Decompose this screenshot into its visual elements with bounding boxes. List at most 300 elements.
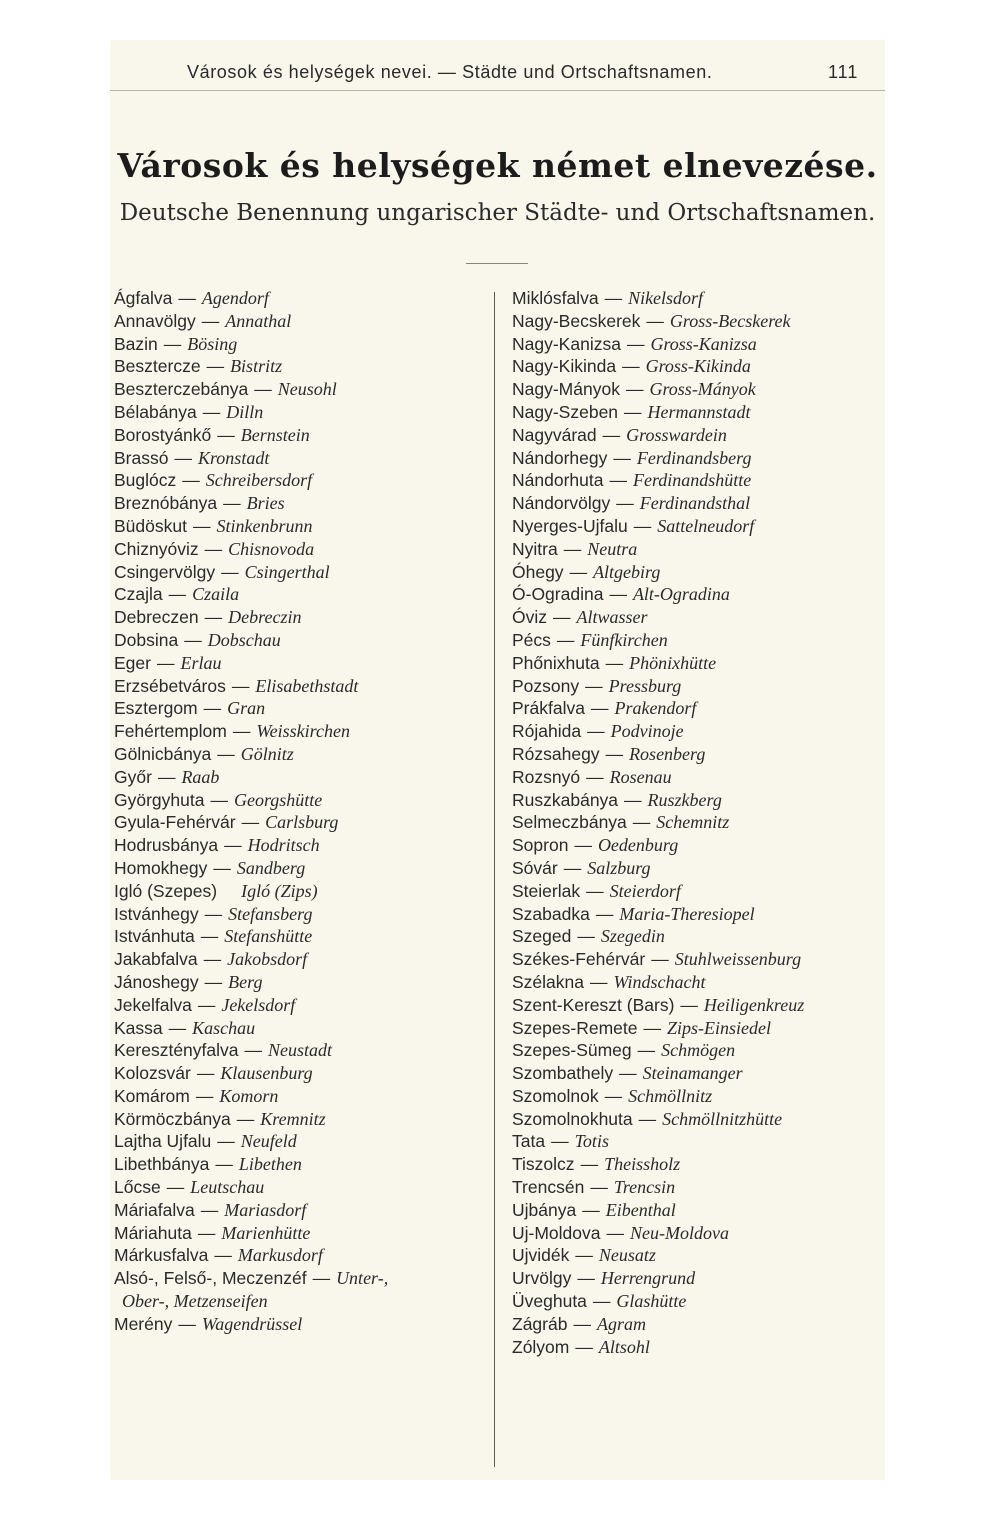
running-header — [110, 58, 885, 88]
hungarian-name: Pécs — [512, 629, 551, 650]
hungarian-name: Ágfalva — [114, 288, 173, 308]
german-name: Berg — [228, 971, 263, 992]
german-name: Rosenau — [609, 766, 672, 787]
entry-dash: — — [312, 1268, 331, 1289]
list-item — [114, 994, 488, 1017]
german-name: Kremnitz — [260, 1108, 326, 1129]
list-item — [512, 834, 882, 857]
hungarian-name: Tiszolcz — [512, 1154, 575, 1175]
entry-dash: — — [577, 926, 595, 947]
hungarian-name: Hodrusbánya — [114, 835, 219, 856]
entry-dash: — — [613, 447, 631, 468]
list-item — [114, 789, 488, 812]
hungarian-name: Borostyánkő — [114, 424, 212, 445]
hungarian-name: Nagy-Kanizsa — [512, 333, 621, 354]
list-item — [512, 766, 882, 789]
german-name: Kronstadt — [197, 447, 270, 468]
hungarian-name: Büdöskut — [114, 515, 187, 536]
german-name: Neusatz — [598, 1245, 656, 1266]
list-item — [512, 469, 882, 492]
german-name: Altwasser — [576, 607, 648, 628]
entry-dash: — — [157, 766, 176, 787]
hungarian-name: Ujbánya — [512, 1199, 577, 1220]
list-item — [512, 447, 882, 470]
hungarian-name: Szent-Kereszt (Bars) — [512, 994, 675, 1015]
list-item — [114, 1153, 488, 1176]
german-name: Altsohl — [598, 1336, 650, 1357]
entry-dash: — — [586, 880, 604, 901]
german-name: Steierdorf — [609, 880, 681, 901]
list-item — [512, 287, 882, 310]
list-item — [114, 1176, 488, 1199]
german-name: Leutschau — [190, 1177, 265, 1198]
list-item — [512, 355, 882, 378]
german-name: Fünfkirchen — [580, 629, 668, 650]
german-name: Kaschau — [192, 1017, 256, 1038]
german-name: Schreibersdorf — [205, 470, 313, 491]
german-name: Salzburg — [587, 857, 651, 878]
entry-dash: — — [604, 288, 623, 308]
german-name: Jekelsdorf — [221, 994, 296, 1015]
hungarian-name: Debreczen — [114, 607, 199, 628]
list-item — [114, 811, 488, 834]
german-name: Dobschau — [207, 629, 281, 650]
entry-dash: — — [680, 994, 698, 1015]
german-name: Neusohl — [277, 379, 337, 400]
german-name: Agram — [596, 1313, 646, 1334]
list-item — [114, 971, 488, 994]
hungarian-name: Annavölgy — [114, 310, 196, 331]
german-name: Oedenburg — [597, 835, 679, 856]
list-item — [512, 606, 882, 629]
page-subtitle: Deutsche Benennung ungarischer Städte- und Ortschaftsnamen. — [119, 200, 876, 226]
german-name: Czaila — [192, 584, 240, 605]
entry-dash: — — [553, 607, 571, 628]
hungarian-name: Györgyhuta — [114, 789, 205, 810]
list-item — [114, 538, 488, 561]
german-name: Ferdinandshütte — [632, 470, 752, 491]
entry-dash: — — [574, 835, 592, 856]
hungarian-name: Csingervölgy — [114, 561, 216, 582]
hungarian-name: Máriahuta — [114, 1222, 192, 1243]
entry-dash: — — [203, 949, 222, 970]
list-item — [512, 1199, 882, 1222]
hungarian-name: Jánoshegy — [114, 971, 199, 992]
hungarian-name: Márkusfalva — [114, 1245, 209, 1266]
entry-dash: — — [200, 926, 219, 947]
hungarian-name: Esztergom — [114, 698, 198, 719]
hungarian-name: Nyerges-Ujfalu — [512, 515, 628, 536]
list-item — [114, 834, 488, 857]
hungarian-name: Szombathely — [512, 1063, 614, 1084]
hungarian-name: Szélakna — [512, 971, 584, 992]
entry-dash: — — [587, 721, 605, 742]
list-item — [512, 333, 882, 356]
entry-dash: — — [569, 561, 588, 582]
entry-dash: — — [224, 835, 242, 856]
german-name: Markusdorf — [237, 1245, 323, 1266]
german-name: Komorn — [219, 1085, 279, 1106]
list-item — [512, 652, 882, 675]
entry-dash: — — [651, 949, 669, 970]
entry-dash: — — [551, 1131, 569, 1152]
list-item — [114, 1108, 488, 1131]
entry-dash: — — [616, 493, 634, 514]
entry-dash: — — [625, 379, 644, 400]
entry-dash: — — [206, 356, 225, 377]
german-name: Debreczin — [228, 607, 302, 628]
list-item — [114, 469, 488, 492]
german-name: Carlsburg — [265, 812, 339, 833]
list-item — [114, 287, 488, 310]
entry-dash: — — [168, 584, 187, 605]
hungarian-name: Kassa — [114, 1017, 163, 1038]
list-item — [512, 515, 882, 538]
list-item — [114, 948, 488, 971]
list-item — [114, 697, 488, 720]
hungarian-name: Üveghuta — [512, 1291, 587, 1312]
german-name: Heiligenkreuz — [703, 994, 805, 1015]
entry-dash: — — [232, 721, 251, 742]
hungarian-name: Nándorvölgy — [512, 493, 611, 514]
german-name: Gross-Becskerek — [669, 310, 791, 331]
hungarian-name: Pozsony — [512, 675, 580, 696]
german-name: Stefansberg — [228, 903, 313, 924]
entry-dash: — — [580, 1154, 599, 1175]
entry-dash: — — [586, 766, 604, 787]
german-name: Mariasdorf — [224, 1199, 307, 1220]
hungarian-name: Rózsahegy — [512, 743, 600, 764]
german-name: Gross-Kanizsa — [650, 333, 757, 354]
list-item — [114, 675, 488, 698]
german-name: Phönixhütte — [629, 652, 717, 673]
hungarian-name: Czajla — [114, 584, 163, 605]
hungarian-name: Trencsén — [512, 1177, 585, 1198]
entry-dash: — — [624, 789, 642, 810]
entry-dash: — — [241, 812, 260, 833]
german-name: Schmögen — [661, 1040, 736, 1061]
list-item — [512, 925, 882, 948]
hungarian-name: Szeged — [512, 926, 572, 947]
german-name: Neutra — [587, 538, 638, 559]
german-name: Maria-Theresiopel — [619, 903, 755, 924]
german-name: Gross-Kikinda — [645, 356, 751, 377]
german-name: Csingerthal — [244, 561, 330, 582]
list-item — [512, 561, 882, 584]
hungarian-name: Steierlak — [512, 880, 581, 901]
entry-dash: — — [196, 1063, 215, 1084]
entry-dash: — — [156, 652, 175, 673]
entry-dash: — — [605, 743, 624, 764]
german-name: Stinkenbrunn — [216, 515, 313, 536]
german-name: Steinamanger — [642, 1063, 743, 1084]
entry-dash: — — [637, 1040, 656, 1061]
hungarian-name: Fehértemplom — [114, 721, 227, 742]
hungarian-name: Breznóbánya — [114, 493, 218, 514]
list-item — [512, 1267, 882, 1290]
list-item — [512, 903, 882, 926]
german-name: Libethen — [238, 1154, 302, 1175]
list-item — [512, 675, 882, 698]
hungarian-name: Nagyvárad — [512, 424, 597, 445]
entry-dash: — — [563, 857, 582, 878]
list-item — [512, 1062, 882, 1085]
hungarian-name: Miklósfalva — [512, 288, 599, 308]
entry-dash: — — [590, 698, 609, 719]
column-divider — [494, 292, 495, 1467]
entry-dash: — — [609, 584, 627, 605]
german-name: Bösing — [187, 333, 238, 354]
entry-dash: — — [200, 1199, 219, 1220]
hungarian-name: Jekelfalva — [114, 994, 192, 1015]
entry-dash: — — [624, 401, 642, 422]
entry-dash: — — [236, 1108, 255, 1129]
list-item — [114, 1222, 488, 1245]
german-name: Ruszkberg — [647, 789, 722, 810]
entry-dash: — — [590, 1177, 608, 1198]
list-item — [512, 743, 882, 766]
hungarian-name: Zólyom — [512, 1336, 570, 1357]
list-item — [512, 697, 882, 720]
list-item — [512, 1108, 882, 1131]
hungarian-name: Urvölgy — [512, 1268, 572, 1289]
german-name: Stuhlweissenburg — [674, 949, 802, 970]
hungarian-name: Tata — [512, 1131, 546, 1152]
hungarian-name: Igló (Szepes) — [114, 880, 218, 901]
german-name: Neu-Moldova — [630, 1222, 729, 1243]
german-name: Neufeld — [240, 1131, 297, 1152]
list-item — [114, 1267, 488, 1313]
list-item — [512, 1244, 882, 1267]
entry-dash: — — [577, 1268, 595, 1289]
german-name: Bernstein — [240, 424, 310, 445]
hungarian-name: Buglócz — [114, 470, 177, 491]
german-name: Unter-, — [336, 1268, 389, 1289]
german-name: Szegedin — [600, 926, 665, 947]
entry-dash: — — [215, 1154, 233, 1175]
hungarian-name: Keresztényfalva — [114, 1040, 239, 1061]
hungarian-name: Istvánhuta — [114, 926, 195, 947]
hungarian-name: Sóvár — [512, 857, 558, 878]
list-item — [512, 857, 882, 880]
hungarian-name: Nándorhuta — [512, 470, 604, 491]
hungarian-name: Brassó — [114, 447, 169, 468]
entry-dash: — — [575, 1336, 593, 1357]
list-item — [114, 1199, 488, 1222]
hungarian-name: Ruszkabánya — [512, 789, 619, 810]
hungarian-name: Chiznyóviz — [114, 538, 199, 559]
list-item — [114, 447, 488, 470]
list-item — [512, 1313, 882, 1336]
german-name: Schemnitz — [656, 812, 730, 833]
hungarian-name: Nagy-Mányok — [512, 379, 620, 400]
list-item — [114, 925, 488, 948]
entry-dash: — — [646, 310, 664, 331]
list-item — [512, 789, 882, 812]
hungarian-name: Gyula-Fehérvár — [114, 812, 236, 833]
hungarian-name: Ujvidék — [512, 1245, 570, 1266]
list-item — [114, 766, 488, 789]
german-name: Zips-Einsiedel — [666, 1017, 771, 1038]
list-item — [512, 1017, 882, 1040]
german-name: Jakobsdorf — [227, 949, 308, 970]
entry-dash: — — [201, 310, 220, 331]
german-name: Georgshütte — [233, 789, 323, 810]
hungarian-name: Alsó-, Felső-, Meczenzéf — [114, 1268, 307, 1289]
german-name: Sattelneudorf — [657, 515, 755, 536]
german-name: Schmöllnitz — [628, 1085, 713, 1106]
entry-dash: — — [254, 379, 272, 400]
list-item — [512, 811, 882, 834]
entry-dash: — — [214, 1245, 232, 1266]
german-name: Annathal — [225, 310, 292, 331]
list-item — [114, 1085, 488, 1108]
list-item — [114, 515, 488, 538]
entry-dash: — — [221, 561, 239, 582]
german-name: Prakendorf — [614, 698, 697, 719]
list-item — [114, 1130, 488, 1153]
german-name: Rosenberg — [629, 743, 706, 764]
entry-dash: — — [203, 698, 222, 719]
german-name: Weisskirchen — [256, 721, 350, 742]
list-item — [512, 1222, 882, 1245]
hungarian-name: Szepes-Remete — [512, 1017, 638, 1038]
german-name: Erlau — [180, 652, 222, 673]
list-item — [512, 720, 882, 743]
hungarian-name: Győr — [114, 766, 152, 787]
entry-dash: — — [182, 470, 200, 491]
entry-dash: — — [204, 607, 223, 628]
entry-dash: — — [609, 470, 627, 491]
list-item — [512, 629, 882, 652]
hungarian-name: Besztercze — [114, 356, 201, 377]
hungarian-name: Máriafalva — [114, 1199, 195, 1220]
hungarian-name: Kolozsvár — [114, 1063, 191, 1084]
list-item — [114, 903, 488, 926]
entry-dash: — — [590, 971, 608, 992]
german-name: Herrengrund — [600, 1268, 696, 1289]
page-title: Városok és helységek német elnevezése. — [117, 146, 878, 185]
hungarian-name: Zágráb — [512, 1313, 568, 1334]
hungarian-name: Merény — [114, 1313, 173, 1334]
entry-dash: — — [619, 1063, 637, 1084]
list-item — [512, 401, 882, 424]
hungarian-name: Prákfalva — [512, 698, 585, 719]
hungarian-name: Gölnicbánya — [114, 743, 212, 764]
entry-dash: — — [217, 424, 235, 445]
list-item — [512, 1039, 882, 1062]
hungarian-name: Szepes-Sümeg — [512, 1040, 632, 1061]
hungarian-name: Rójahida — [512, 721, 582, 742]
german-name: Bries — [246, 493, 285, 514]
hungarian-name: Rozsnyó — [512, 766, 581, 787]
entry-dash: — — [582, 1199, 600, 1220]
hungarian-name: Selmeczbánya — [512, 812, 627, 833]
list-item — [114, 333, 488, 356]
list-item — [512, 583, 882, 606]
list-item — [512, 1130, 882, 1153]
list-item — [114, 629, 488, 652]
entry-dash: — — [585, 675, 603, 696]
hungarian-name: Óviz — [512, 607, 547, 628]
entry-dash: — — [210, 789, 228, 810]
list-item — [114, 378, 488, 401]
german-name: Hermannstadt — [647, 401, 751, 422]
german-name: Agendorf — [201, 288, 269, 308]
title-divider — [466, 263, 528, 264]
hungarian-name: Nagy-Szeben — [512, 401, 619, 422]
entry-dash: — — [638, 1108, 657, 1129]
list-item — [114, 355, 488, 378]
entry-dash: — — [575, 1245, 593, 1266]
hungarian-name: Homokhegy — [114, 857, 208, 878]
german-name: Dilln — [226, 401, 264, 422]
german-name: Neustadt — [268, 1040, 333, 1061]
german-name: Podvinoje — [610, 721, 684, 742]
entry-dash: — — [195, 1085, 214, 1106]
hungarian-name: Bélabánya — [114, 401, 197, 422]
list-item — [512, 994, 882, 1017]
entry-dash: — — [178, 288, 196, 308]
list-item — [114, 401, 488, 424]
hungarian-name: Komárom — [114, 1085, 190, 1106]
entry-dash: — — [204, 538, 223, 559]
hungarian-name: Jakabfalva — [114, 949, 198, 970]
entry-dash: — — [178, 1313, 196, 1334]
hungarian-name: Erzsébetváros — [114, 675, 226, 696]
list-item — [114, 583, 488, 606]
entry-dash: — — [223, 493, 241, 514]
german-name: Theissholz — [604, 1154, 681, 1175]
german-name: Marienhütte — [221, 1222, 311, 1243]
entry-dash: — — [605, 652, 624, 673]
entry-dash: — — [604, 1085, 623, 1106]
german-name: Hodritsch — [247, 835, 320, 856]
german-name: Eibenthal — [605, 1199, 676, 1220]
entry-dash: — — [595, 903, 614, 924]
hungarian-name: Uj-Moldova — [512, 1222, 601, 1243]
entry-dash: — — [192, 515, 211, 536]
hungarian-name: Eger — [114, 652, 151, 673]
page-number: 111 — [828, 62, 859, 82]
hungarian-name: Sopron — [512, 835, 569, 856]
hungarian-name: Szomolnok — [512, 1085, 599, 1106]
german-name: Totis — [574, 1131, 609, 1152]
german-name: Alt-Ogradina — [632, 584, 730, 605]
list-item — [512, 1290, 882, 1313]
german-name: Klausenburg — [220, 1063, 313, 1084]
german-name: Bistritz — [230, 356, 283, 377]
hungarian-name: Phőnixhuta — [512, 652, 600, 673]
list-item — [512, 880, 882, 903]
list-item — [114, 880, 488, 903]
list-item — [114, 424, 488, 447]
german-name: Grosswardein — [626, 424, 727, 445]
entry-dash: — — [231, 675, 250, 696]
german-name: Gross-Mányok — [649, 379, 756, 400]
german-name: Windschacht — [613, 971, 706, 992]
german-name: Ferdinandsthal — [639, 493, 751, 514]
hungarian-name: Istvánhegy — [114, 903, 199, 924]
german-name: Glashütte — [616, 1291, 687, 1312]
german-name: Trencsin — [613, 1177, 676, 1198]
entry-dash: — — [606, 1222, 624, 1243]
german-name: Stefanshütte — [224, 926, 313, 947]
entry-dash: — — [592, 1291, 611, 1312]
list-item — [114, 652, 488, 675]
list-item — [114, 857, 488, 880]
entry-dash: — — [632, 812, 651, 833]
